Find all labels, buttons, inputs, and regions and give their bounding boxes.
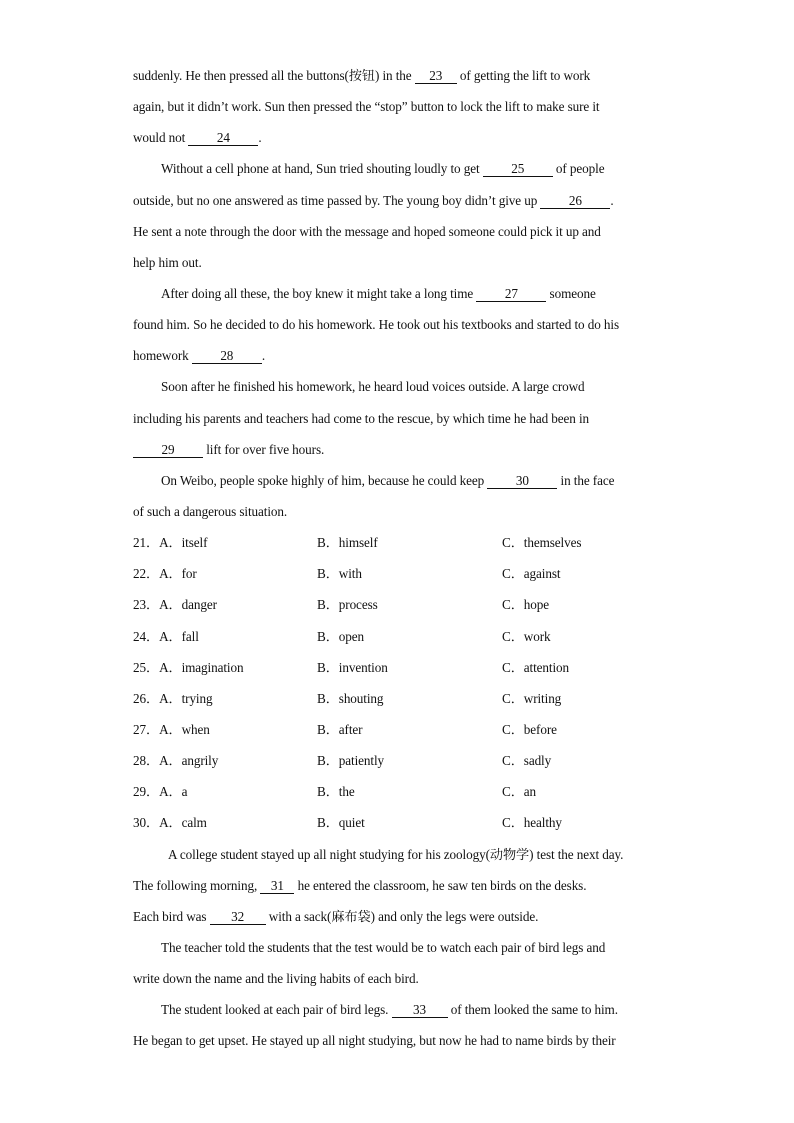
blank-24: 24 [188,131,258,146]
passage-line: write down the name and the living habits of each bird. [133,971,419,987]
text-span: suddenly. He then pressed all the buttons(按钮) in the [133,68,415,83]
passage-line: A college student stayed up all night studying for his zoology(动物学) test the next day. [168,846,624,862]
passage-line: again, but it didn’t work. Sun then pressed the “stop” button to lock the lift to make sure it [133,99,600,115]
option-c: C．sadly [502,753,552,769]
passage-line: Soon after he finished his homework, he heard loud voices outside. A large crowd [161,379,585,395]
text-span: After doing all these, the boy knew it might take a long time [161,285,477,301]
blank-30: 30 [487,474,557,489]
option-c: C．healthy [502,815,562,831]
blank-29: 29 [133,443,203,458]
text-span: homework [133,348,192,364]
option-row [133,745,668,776]
option-b: B．shouting [317,690,384,706]
option-row [133,652,668,683]
option-a: 29．A．a [133,784,188,800]
text-span: Without a cell phone at hand, Sun tried shouting loudly to get [161,161,483,177]
text-span: would not [133,130,189,146]
blank-27: 27 [476,287,546,302]
option-b: B．with [317,566,362,582]
option-a: 24．A．fall [133,628,199,644]
passage-line: help him out. [133,254,202,270]
option-b: B．invention [317,659,388,675]
option-c: C．themselves [502,535,582,551]
option-b: B．quiet [317,815,365,831]
text-span: of people [552,161,605,177]
text-span: . [261,348,266,364]
option-row [133,621,668,652]
text-span: Each bird was [133,908,210,924]
option-row [133,683,668,714]
option-c: C．work [502,628,551,644]
text-span: someone [546,285,596,301]
text-span: of them looked the same to him. [447,1002,618,1018]
option-row [133,558,668,589]
passage-line [133,122,668,153]
passage-line [133,870,668,901]
blank-28: 28 [192,349,262,364]
passage-line [133,60,668,91]
option-b: B．patiently [317,753,385,769]
passage-line: He sent a note through the door with the message and hoped someone could pick it up and [133,223,601,239]
option-a: 25．A．imagination [133,659,244,675]
option-c: C．against [502,566,561,582]
text-span: in the face [557,472,615,488]
option-row [133,589,668,620]
option-c: C．writing [502,690,562,706]
option-c: C．attention [502,659,570,675]
passage-line [133,901,668,932]
option-b: B．after [317,721,363,737]
text-span: On Weibo, people spoke highly of him, because he could keep [161,472,488,488]
passage-line: including his parents and teachers had come to the rescue, by which time he had been in [133,410,590,426]
text-span: with a sack(麻布袋) and only the legs were outside. [265,908,539,924]
passage-line [133,994,668,1025]
option-b: B．the [317,784,355,800]
text-span: he entered the classroom, he saw ten birds on the desks. [294,877,587,893]
text-span: The student looked at each pair of bird legs. [161,1002,392,1018]
blank-25: 25 [483,162,553,177]
option-row [133,776,668,807]
blank-32: 32 [210,910,266,925]
blank-26: 26 [540,194,610,209]
option-b: B．himself [317,535,378,551]
document-page [133,60,668,1057]
option-b: B．process [317,597,378,613]
text-span: of getting the lift to work [456,68,591,83]
option-row [133,714,668,745]
text-span: . [258,130,262,146]
option-a: 26．A．trying [133,690,213,706]
option-row [133,807,668,838]
passage-line [133,185,668,216]
option-c: C．hope [502,597,550,613]
passage-line [133,434,668,465]
option-a: 28．A．angrily [133,753,219,769]
blank-23: 23 [415,69,457,84]
passage-line: of such a dangerous situation. [133,503,288,519]
option-a: 21．A．itself [133,535,208,551]
option-row [133,527,668,558]
passage-line: The teacher told the students that the test would be to watch each pair of bird legs and [161,939,606,955]
text-span: outside, but no one answered as time passed by. The young boy didn’t give up [133,192,541,208]
option-a: 30．A．calm [133,815,207,831]
passage-line [133,153,668,184]
option-b: B．open [317,628,365,644]
text-span: . [610,192,614,208]
blank-31: 31 [260,879,294,894]
option-c: C．before [502,721,557,737]
passage-line [133,340,668,371]
option-a: 22．A．for [133,566,197,582]
passage-line: found him. So he decided to do his homework. He took out his textbooks and started to do his [133,317,620,333]
option-c: C．an [502,784,537,800]
text-span: lift for over five hours. [203,441,325,457]
passage-line: He began to get upset. He stayed up all night studying, but now he had to name birds by their [133,1033,616,1049]
passage-line [133,278,668,309]
option-a: 23．A．danger [133,597,217,613]
passage-line [133,465,668,496]
text-span: The following morning, [133,877,261,893]
option-a: 27．A．when [133,721,210,737]
blank-33: 33 [392,1003,448,1018]
